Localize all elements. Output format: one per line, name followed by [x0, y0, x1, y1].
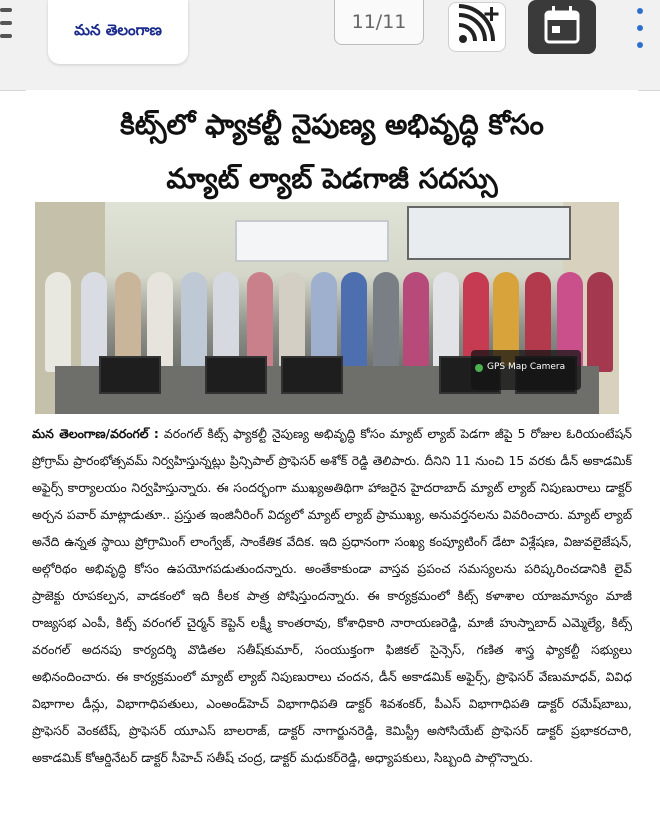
photo-whiteboard	[235, 220, 389, 262]
article-body	[32, 420, 632, 771]
article-body-text: వరంగల్ కిట్స్ ఫ్యాకల్టీ నైపుణ్య అభివృద్ధి కోసం మ్యాట్ ల్యాబ్ పెడగా జీపై 5 రోజుల ఓరియంటేషన్ ప్రోగ్రామ్ ప్రారంభోత్సవమ్ నిర్వహిస్తున్నట్లు ప్రిన్సిపాల్ ప్రొఫెసర్ అశోక్ రెడ్డి తెలిపారు. దీనిని 11 నుంచి 15 వరకు డీన్ అకాడమిక్ అఫైర్స్ కార్యాలయం నిర్వహిస్తున్నారు. ఈ సందర్భంగా ముఖ్యఅతిథిగా హాజరైన హైదరాబాద్ మ్యాట్ ల్యాబ్ నిపుణురాలు డాక్టర్ అర్చన పవార్ మాట్లాడుతూ.. ప్రస్తుత ఇంజినీరింగ్ విద్యలో మ్యాట్ ల్యాబ్ ప్రాముఖ్య, అనువర్తనలను వివరించారు. మ్యాట్ ల్యాబ్ అనేది ఉన్నత స్థాయి ప్రోగ్రామింగ్ లాంగ్వేజ్, సాంకేతిక వేదిక. ఇది ప్రధానంగా సంఖ్య కంప్యూటింగ్ డేటా విశ్లేషణ, విజువలైజేషన్, అల్గోరిథం అభివృద్ధి కోసం ఉపయోగపడుతుందన్నారు. అంతేకాకుండా వాస్తవ ప్రపంచ సమస్యలను పరిష్కరించడానికి లైవ్ ప్రాజెక్టు రూపకల్పన, వాడకంలో ఇది కీలక పాత్ర పోషిస్తుందన్నారు. ఈ కార్యక్రమంలో కిట్స్ కళాశాల యాజమాన్యం మాజీ రాజ్యసభ ఎంపీ, కిట్స్ వరంగల్ చైర్మన్ కెప్టెన్ లక్ష్మీ కాంతరావు, కోశాధికారి నారాయణరెడ్డి, మాజీ హుస్నాబాద్ ఎమ్మెల్యే, కిట్స్ వరంగల్ అదనపు కార్యదర్శి వొడితల సతీష్‌కుమార్, సంయుక్తంగా ఫిజికల్ సైన్సెస్, గణిత శాస్త్ర ఫ్యాకల్టీ సభ్యులు అభినందించారు. ఈ కార్యక్రమంలో మ్యాట్ ల్యాబ్ నిపుణురాలు చందన, డీన్ అకాడమిక్ అఫైర్స్, ప్రొఫెసర్ వేణుమాధవ్, వివిధ విభాగాల డీన్లు, విభాగాధిపతులు, ఎంఅండ్‌హెచ్ విభాగాధిపతి డాక్టర్ శివశంకర్, పీఎస్ విభాగాధిపతి డాక్టర్ రమేష్‌బాబు, ప్రొఫెసర్ వెంకటేష్, ప్రొఫెసర్ యూఎస్ బాలరాజ్, డాక్టర్ నాగార్జునరెడ్డి, కెమిస్ట్రీ అసోసియేట్ ప్రొఫెసర్ డాక్టర్ ప్రభాకరచారి, అకాడమిక్ కోఆర్డినేటర్ డాక్టర్ సీహెచ్ సతీష్ చంద్ర, డాక్టర్ మధుకర్‌రెడ్డి, అధ్యాపకులు, సిబ్బంది పాల్గొన్నారు.	[32, 426, 633, 765]
more-vertical-icon[interactable]	[636, 8, 644, 48]
photo-person	[341, 272, 367, 372]
app-toolbar	[0, 0, 660, 91]
news-clipping	[26, 90, 638, 820]
hamburger-menu-icon[interactable]	[0, 8, 12, 38]
gps-camera-overlay	[471, 350, 581, 390]
photo-monitor	[99, 356, 161, 394]
logo-text: మన తెలంగాణ	[74, 21, 162, 39]
group-photo[interactable]	[35, 202, 619, 414]
photo-person	[587, 272, 613, 372]
photo-person	[45, 272, 71, 372]
gps-pin-icon	[475, 364, 483, 372]
publication-logo[interactable]	[48, 0, 188, 64]
rss-feed-add-icon[interactable]	[448, 2, 506, 52]
photo-person	[181, 272, 207, 372]
gps-camera-label: GPS Map Camera	[487, 362, 566, 372]
headline-line-2: మ్యాట్ ల్యాబ్ పెడగాజీ సదస్సు	[166, 162, 498, 195]
article-headline	[26, 98, 638, 206]
calendar-icon[interactable]	[528, 0, 596, 54]
photo-projector-screen	[407, 206, 571, 260]
page-indicator[interactable]	[334, 0, 424, 45]
photo-monitor	[205, 356, 267, 394]
photo-monitor	[281, 356, 343, 394]
article-dateline: మన తెలంగాణ/వరంగల్ :	[32, 426, 159, 441]
photo-person	[403, 272, 429, 372]
page-indicator-text: 11/11	[351, 11, 407, 33]
photo-person	[373, 272, 399, 372]
headline-line-1: కిట్స్‌లో ఫ్యాకల్టీ నైపుణ్య అభివృద్ధి కోసం	[120, 108, 544, 141]
